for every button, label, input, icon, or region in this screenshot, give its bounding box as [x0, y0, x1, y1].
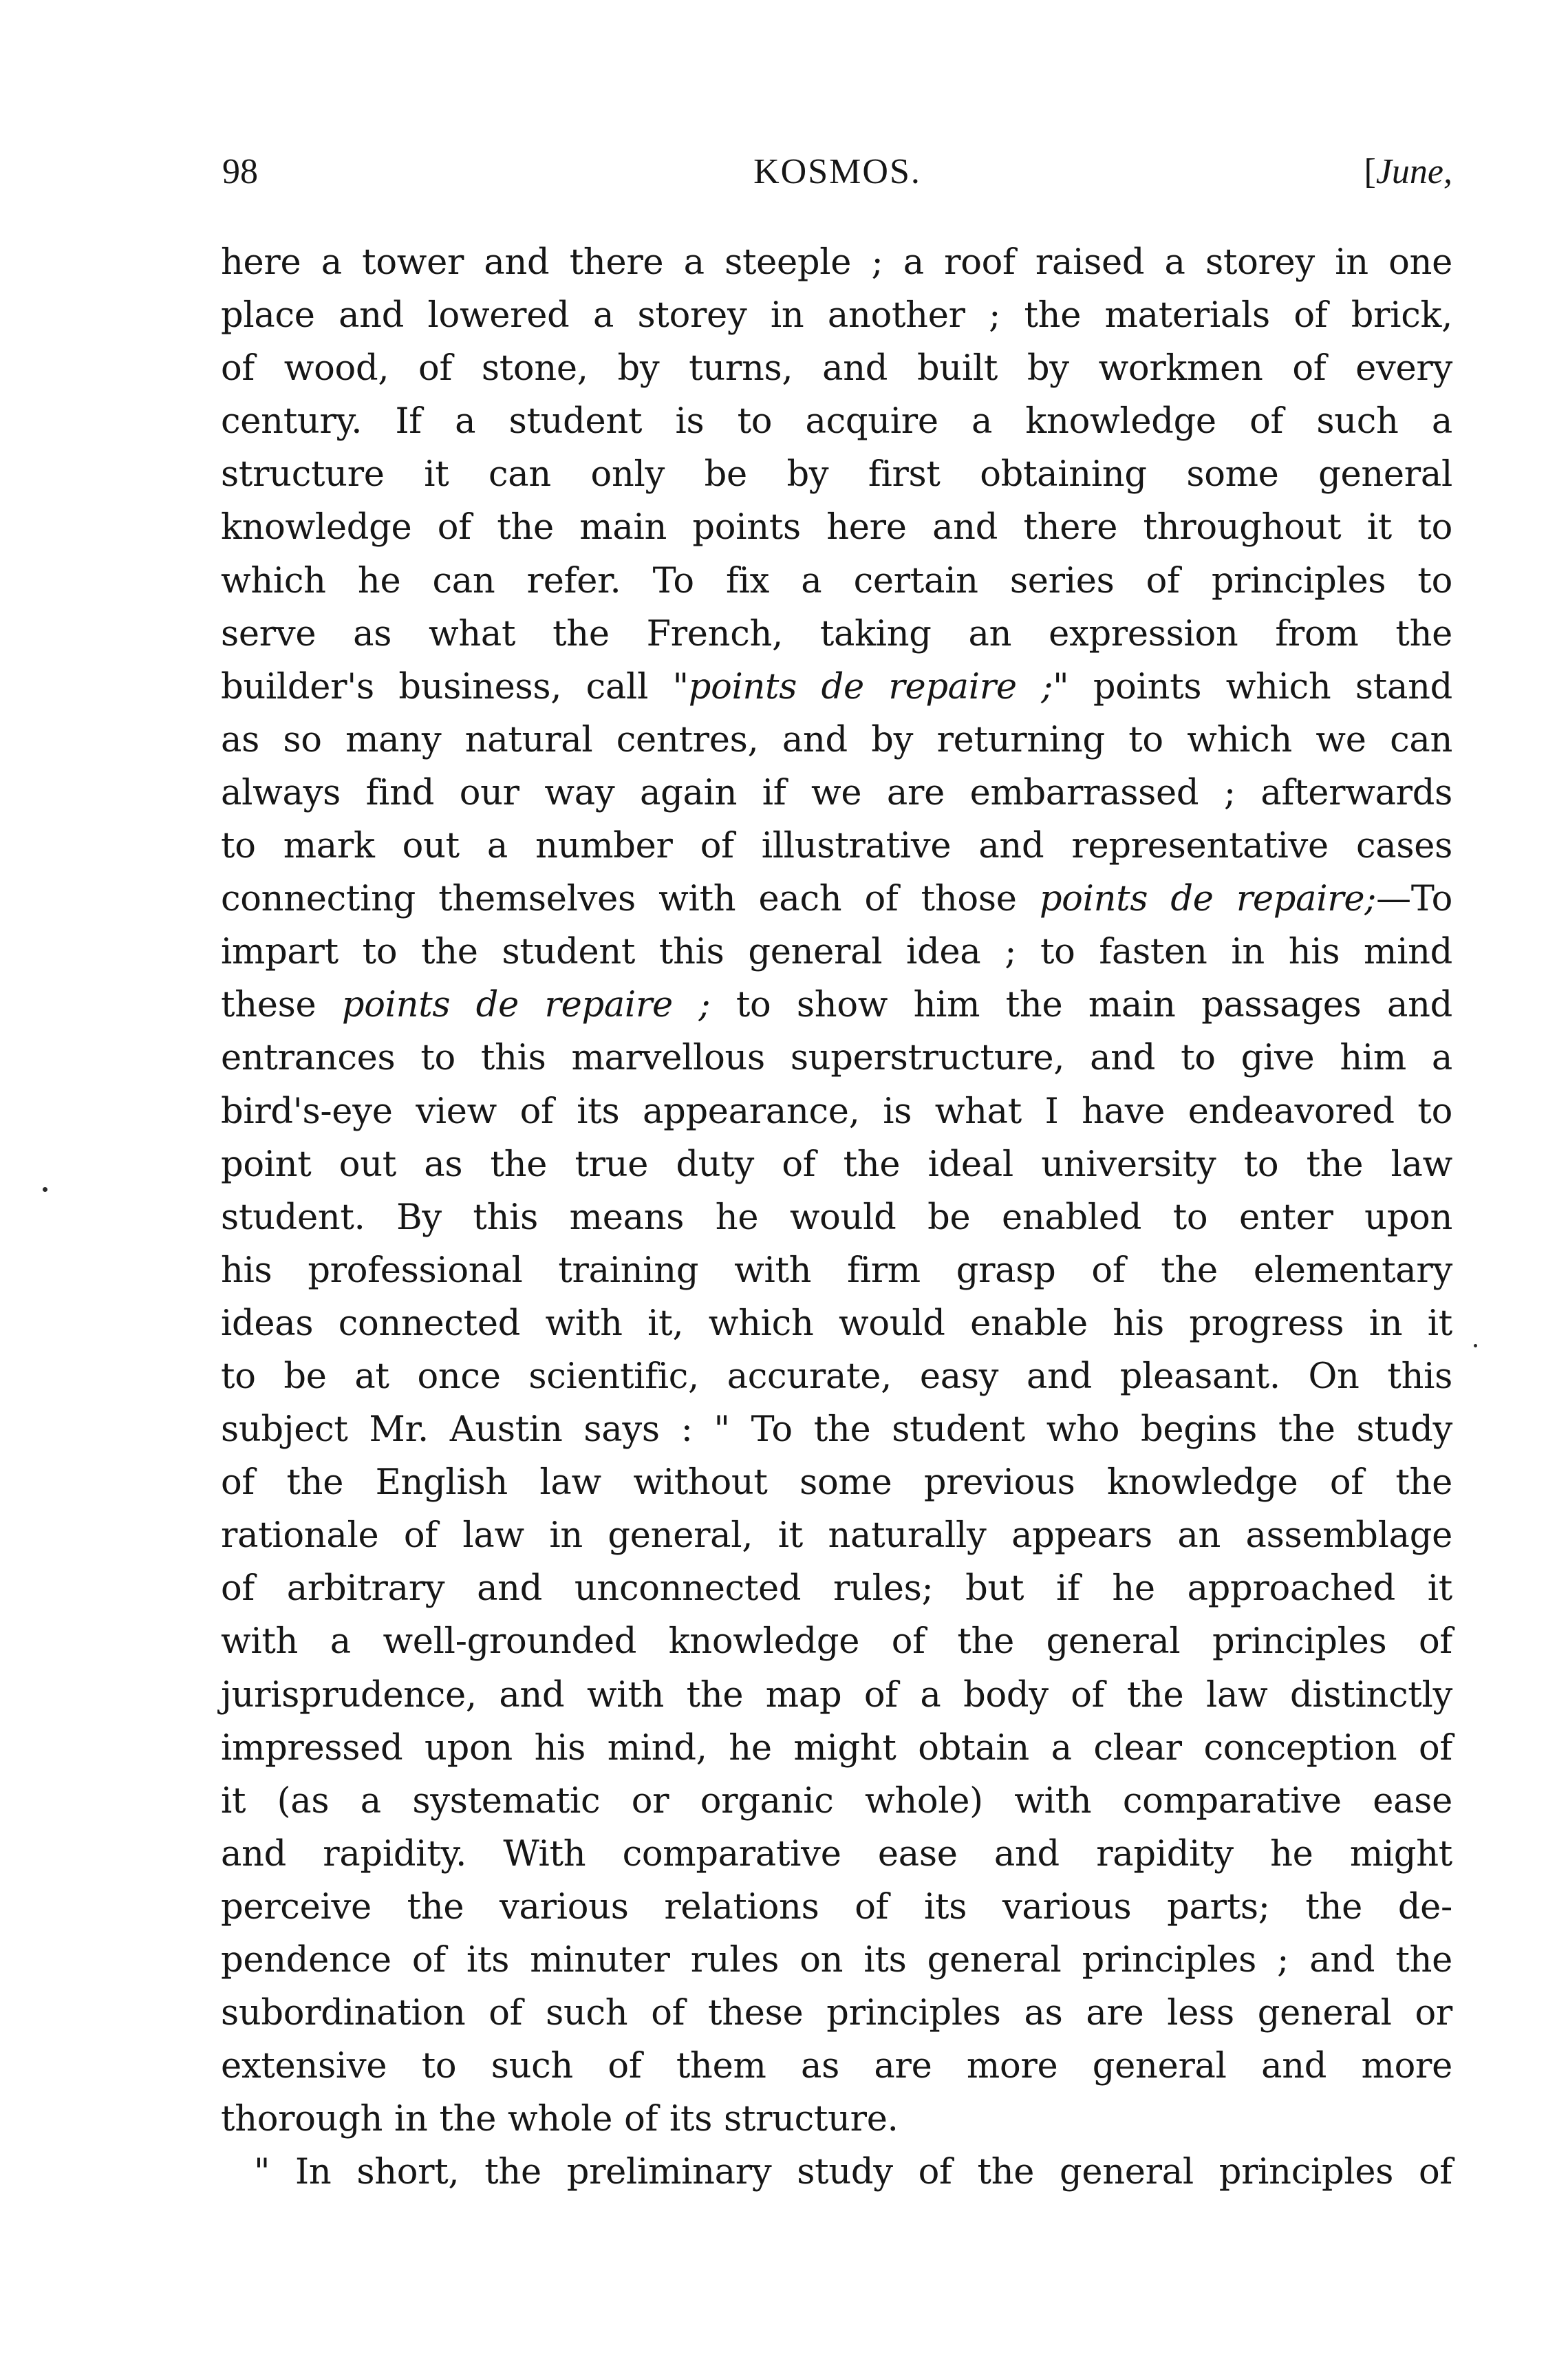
line-segment: builder's business, call	[221, 666, 649, 707]
text-line: jurisprudence, and with the map of a body of the law distinctly	[221, 1674, 1452, 1716]
scan-speck	[1474, 1344, 1477, 1347]
text-line	[221, 873, 1452, 926]
text-line: student. By this means he would be enabled to enter upon	[221, 1197, 1452, 1238]
text-line	[221, 979, 1452, 1032]
text-line: of arbitrary and unconnected rules; but if he approached it	[221, 1568, 1452, 1610]
line-segment: —To	[1376, 879, 1452, 920]
text-line: to be at once scientific, accurate, easy and pleasant. On this	[221, 1356, 1452, 1397]
text-line: to mark out a number of illustrative and representative cases	[221, 826, 1452, 867]
text-line: subordination of such of these principles as are less general or	[221, 1993, 1452, 2034]
running-head	[222, 138, 1452, 206]
text-line: thorough in the whole of its structure.	[221, 2099, 899, 2140]
page-number: 98	[222, 152, 258, 191]
scan-speck	[43, 1187, 47, 1192]
journal-title: KOSMOS.	[753, 152, 921, 191]
line-segment: to show him the main passages and	[735, 985, 1452, 1026]
text-line: place and lowered a storey in another ; the materials of brick,	[221, 295, 1452, 337]
text-line: impressed upon his mind, he might obtain a clear conception of	[221, 1727, 1452, 1769]
text-line: serve as what the French, taking an expression from the	[221, 613, 1452, 654]
body-text	[221, 236, 1452, 2199]
text-line: " In short, the preliminary study of the general principles of	[254, 2152, 1452, 2193]
text-line: structure it can only be by first obtaining some general	[221, 454, 1452, 495]
text-line: with a well-grounded knowledge of the general principles of	[221, 1621, 1452, 1663]
italic-phrase: points de repaire;	[1039, 879, 1377, 920]
text-line: subject Mr. Austin says : " To the student who begins the study	[221, 1409, 1452, 1451]
line-segment: points which stand	[1093, 666, 1452, 707]
text-line: extensive to such of them as are more general and more	[221, 2046, 1452, 2087]
text-line: impart to the student this general idea ; to fasten in his mind	[221, 932, 1452, 973]
text-line: of wood, of stone, by turns, and built by workmen of every	[221, 348, 1452, 389]
text-line: as so many natural centres, and by returning to which we can	[221, 719, 1452, 760]
text-line: entrances to this marvellous superstructure, and to give him a	[221, 1038, 1452, 1079]
text-line: always find our way again if we are embarrassed ; afterwards	[221, 772, 1452, 813]
text-line: which he can refer. To fix a certain series of principles to	[221, 560, 1452, 601]
text-line: point out as the true duty of the ideal university to the law	[221, 1144, 1452, 1185]
line-segment: connecting themselves with each of those	[221, 879, 1017, 920]
text-line: it (as a systematic or organic whole) with comparative ease	[221, 1780, 1452, 1822]
text-line: of the English law without some previous knowledge of the	[221, 1462, 1452, 1504]
line-segment: these	[221, 985, 316, 1026]
issue-month	[1364, 138, 1453, 206]
issue-month-label: June,	[1375, 152, 1452, 191]
text-line	[221, 661, 1452, 714]
text-line: knowledge of the main points here and there throughout it to	[221, 507, 1452, 548]
text-line: rationale of law in general, it naturally appears an assemblage	[221, 1515, 1452, 1557]
text-line: his professional training with firm grasp of the elementary	[221, 1250, 1452, 1291]
text-line: century. If a student is to acquire a knowledge of such a	[221, 401, 1452, 442]
text-line: pendence of its minuter rules on its general principles ; and the	[221, 1940, 1452, 1981]
text-line: ideas connected with it, which would enable his progress in it	[221, 1303, 1452, 1344]
text-line: bird's-eye view of its appearance, is what I have endeavored to	[221, 1091, 1452, 1132]
issue-bracket: [	[1364, 152, 1376, 191]
text-line: perceive the various relations of its various parts; the de-	[221, 1886, 1452, 1928]
text-line: and rapidity. With comparative ease and rapidity he might	[221, 1833, 1452, 1875]
italic-phrase: points de repaire ;	[341, 985, 711, 1026]
italic-phrase: "points de repaire ;"	[672, 666, 1069, 707]
text-line: here a tower and there a steeple ; a roof raised a storey in one	[221, 242, 1452, 283]
